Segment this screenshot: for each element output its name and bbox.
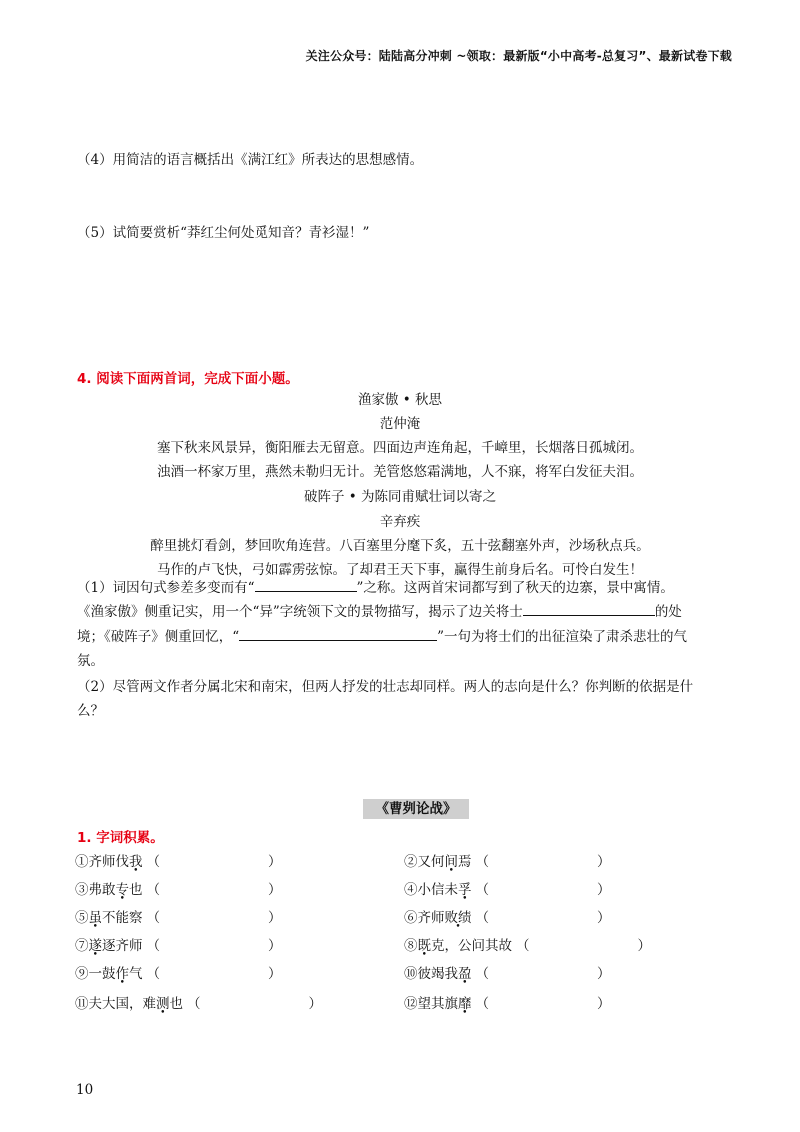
page-header: 关注公众号：陆陆高分冲刺 ~领取：最新版“小中高考-总复习”、最新试卷下载 xyxy=(305,49,732,63)
vocab-number: ④ xyxy=(404,882,418,898)
vocab-item xyxy=(75,850,282,870)
vocab-answer-paren[interactable]: （ ） xyxy=(146,910,282,926)
vocab-emphasis-char: 遂 xyxy=(88,938,102,954)
poem2-line: 醉里挑灯看剑，梦回吹角连营。八百塞里分麾下炙，五十弦翻塞外声，沙场秋点兵。 xyxy=(150,538,650,554)
vocab-text: 望其旗 xyxy=(417,996,458,1012)
question-1-line: 境；《破阵子》侧重回忆，“ ”一句为将士们的出征渲染了肃杀悲壮的气 xyxy=(77,625,687,649)
vocab-text: 弗敢 xyxy=(88,882,116,898)
vocab-answer-paren[interactable]: （ ） xyxy=(475,882,611,898)
vocab-item xyxy=(75,878,282,898)
vocab-answer-paren[interactable]: （ ） xyxy=(475,966,611,982)
poem2-title: 破阵子 • 为陈同甫赋壮词以寄之 xyxy=(303,489,497,505)
poem1-line: 塞下秋来风景异，衡阳雁去无留意。四面边声连角起，千嶂里，长烟落日孤城闭。 xyxy=(157,440,643,456)
question-2-line: 么？ xyxy=(77,703,104,719)
answer-blank[interactable] xyxy=(255,577,357,592)
vocab-text: 小信未 xyxy=(417,882,458,898)
answer-blank[interactable] xyxy=(239,626,437,641)
article-title: 《曹刿论战》 xyxy=(363,799,469,819)
vocab-item xyxy=(75,962,282,982)
vocab-emphasis-char: 测 xyxy=(156,996,170,1012)
vocab-number: ⑫ xyxy=(404,996,418,1012)
vocab-emphasis-char: 盈 xyxy=(458,966,472,982)
vocab-number: ⑩ xyxy=(404,966,418,982)
vocab-answer-paren[interactable]: （ ） xyxy=(475,910,611,926)
vocab-number: ⑥ xyxy=(404,910,418,926)
vocab-emphasis-char: 间 xyxy=(444,854,458,870)
vocab-number: ⑦ xyxy=(75,938,89,954)
poem2-line: 马作的卢飞快，弓如霹雳弦惊。了却君王天下事，赢得生前身后名。可怜白发生！ xyxy=(157,562,643,578)
vocab-text: 彼竭我 xyxy=(417,966,458,982)
vocab-text: 不能察 xyxy=(102,910,143,926)
vocab-emphasis-char: 我 xyxy=(129,854,143,870)
question-2-line: （2）尽管两文作者分属北宋和南宋，但两人抒发的壮志却同样。两人的志向是什么？你判断的依据是什 xyxy=(77,679,694,695)
vocab-text: 逐齐师 xyxy=(102,938,143,954)
vocab-answer-paren[interactable]: （ ） xyxy=(146,966,282,982)
answer-blank[interactable] xyxy=(523,601,655,616)
vocab-emphasis-char: 作 xyxy=(115,966,129,982)
poem1-author: 范仲淹 xyxy=(379,416,421,432)
vocab-emphasis-char: 靡 xyxy=(458,996,472,1012)
vocab-answer-paren[interactable]: （ ） xyxy=(187,996,322,1012)
vocab-item xyxy=(404,850,611,870)
poem2-author: 辛弃疾 xyxy=(379,514,421,530)
vocab-answer-paren[interactable]: （ ） xyxy=(146,854,282,870)
page-number: 10 xyxy=(76,1082,94,1098)
vocab-text: 又何 xyxy=(417,854,445,870)
vocab-item xyxy=(404,906,611,926)
vocab-text: 一鼓 xyxy=(88,966,116,982)
vocab-text: 齐师伐 xyxy=(88,854,129,870)
vocab-text: 也 xyxy=(169,996,183,1012)
vocab-emphasis-char: 孚 xyxy=(458,882,472,898)
vocab-emphasis-char: 败绩 xyxy=(444,910,472,926)
question-4-sub: （4）用简洁的语言概括出《满江红》所表达的思想感情。 xyxy=(77,152,424,168)
vocab-number: ⑪ xyxy=(75,996,89,1012)
vocab-emphasis-char: 既 xyxy=(417,938,431,954)
vocab-text: 克，公问其故 xyxy=(431,938,512,954)
vocab-number: ① xyxy=(75,854,89,870)
vocab-number: ② xyxy=(404,854,418,870)
vocab-text: 焉 xyxy=(458,854,472,870)
vocab-item xyxy=(75,992,322,1012)
vocab-heading: 1. 字词积累。 xyxy=(77,830,164,846)
poem1-title: 渔家傲 • 秋思 xyxy=(357,392,443,408)
vocab-answer-paren[interactable]: （ ） xyxy=(475,854,611,870)
vocab-number: ③ xyxy=(75,882,89,898)
vocab-item xyxy=(75,934,282,954)
vocab-item xyxy=(75,906,282,926)
vocab-answer-paren[interactable]: （ ） xyxy=(146,938,282,954)
vocab-number: ⑨ xyxy=(75,966,89,982)
vocab-item xyxy=(404,962,611,982)
vocab-emphasis-char: 专 xyxy=(115,882,129,898)
vocab-answer-paren[interactable]: （ ） xyxy=(475,996,611,1012)
vocab-answer-paren[interactable]: （ ） xyxy=(516,938,651,954)
question-1-line: （1）词因句式参差多变而有“ ”之称。这两首宋词都写到了秋天的边寨，景中寓情。 xyxy=(77,576,674,600)
vocab-item xyxy=(404,878,611,898)
poem1-line: 浊酒一杯家万里，燕然未勒归无计。羌管悠悠霜满地，人不寐，将军白发征夫泪。 xyxy=(157,464,643,480)
vocab-number: ⑤ xyxy=(75,910,89,926)
vocab-text: 气 xyxy=(129,966,143,982)
vocab-text: 夫大国，难 xyxy=(88,996,156,1012)
vocab-answer-paren[interactable]: （ ） xyxy=(146,882,282,898)
vocab-text: 也 xyxy=(129,882,143,898)
vocab-item xyxy=(404,934,651,954)
question-5-sub: （5）试简要赏析“莽红尘何处觅知音？青衫湿！” xyxy=(77,225,370,241)
question-1-line: 氛。 xyxy=(77,653,104,669)
section-4-heading: 4. 阅读下面两首词，完成下面小题。 xyxy=(77,371,299,387)
vocab-text: 齐师 xyxy=(417,910,445,926)
vocab-item xyxy=(404,992,611,1012)
question-1-line: 《渔家傲》侧重记实，用一个“异”字统领下文的景物描写，揭示了边关将士 的处 xyxy=(77,600,682,624)
vocab-number: ⑧ xyxy=(404,938,418,954)
vocab-emphasis-char: 虽 xyxy=(88,910,102,926)
